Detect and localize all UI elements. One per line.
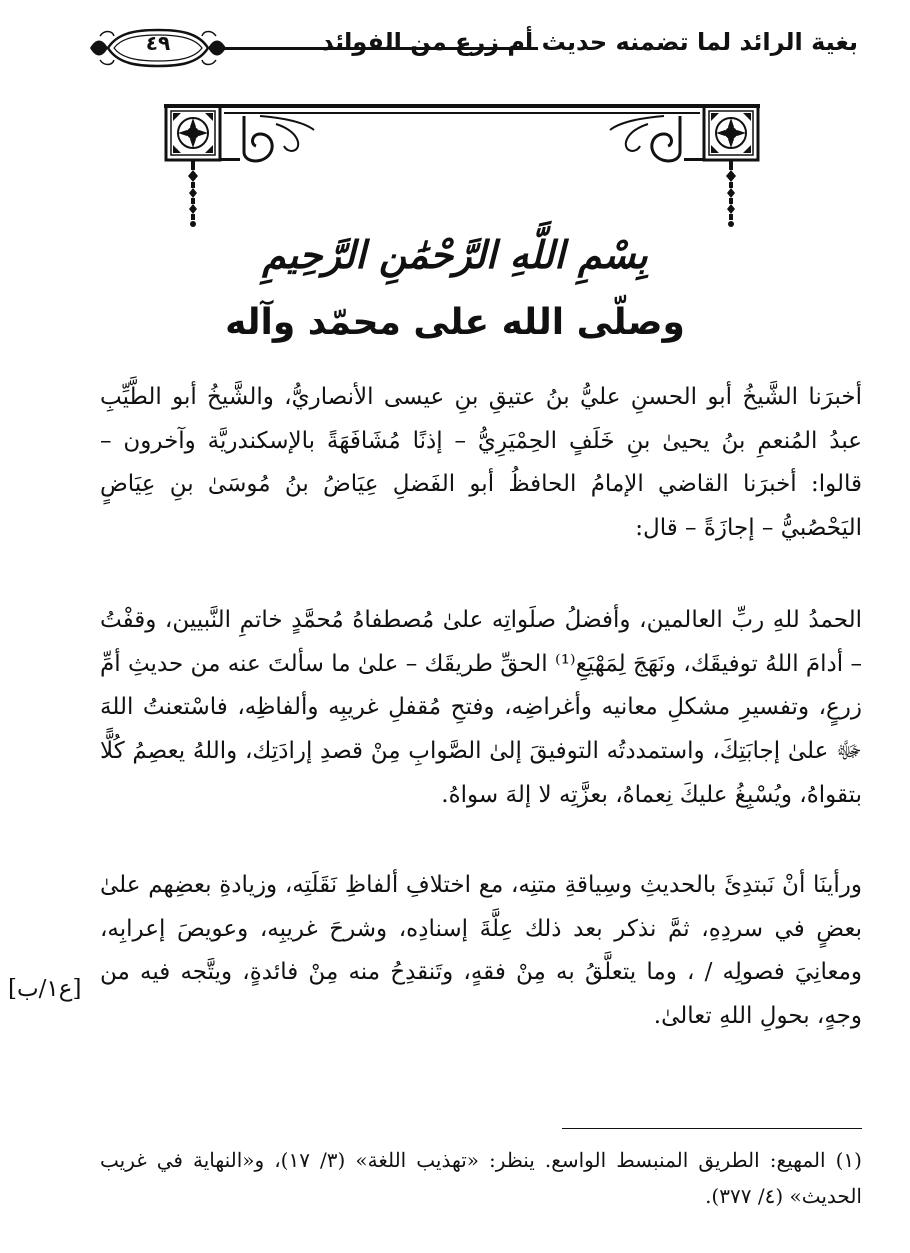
basmala: بِسْمِ اللَّهِ الرَّحْمَٰنِ الرَّحِيمِ: [262, 232, 648, 277]
paragraph-isnad: أخبرَنا الشَّيخُ أبو الحسنِ عليُّ بنُ عتيقِ بنِ عيسى الأنصاريُّ، والشَّيخُ أبو الطَّيِّبِ عبدُ المُنعمِ بنُ يحيىٰ بنِ خَلَفٍ الحِمْيَرِيُّ – إذنًا مُشَافَهَةً بالإسكندريَّة وآخرون – قالوا: أخبرَنا القاضي الإمامُ الحافظُ أبو الفَضلِ عِيَاضُ بنُ مُوسَىٰ بنِ عِيَاضٍ اليَحْصُبيُّ – إجازَةً – قال:: [100, 384, 862, 542]
running-header-title: بغية الرائد لما تضمنه حديث أم زرع من الفوائد: [321, 28, 858, 56]
header-rule: [222, 47, 538, 50]
footnote-rule: [562, 1128, 862, 1129]
salawat-line: وصلّى الله على محمّد وآله: [225, 302, 685, 343]
paragraph-introduction: الحمدُ للهِ ربِّ العالمين، وأفضلُ صلَواتِه علىٰ مُصطفاهُ مُحمَّدٍ خاتمِ النَّبيين، وقفْتُ – أدامَ اللهُ توفيقَك، ونَهَجَ لِمَهْيَعِ⁽¹⁾ الحقِّ طريقَك – علىٰ ما سألتَ عنه من حديثِ أمِّ زرعٍ، وتفسيرِ مشكلِ معانيه وأغراضِه، وفتحِ مُقفلِ غريبِه وألفاظِه، فاسْتعنتُ اللهَ ﷻ علىٰ إجابَتِكَ، واستمددتُه التوفيقَ إلىٰ الصَّوابِ مِنْ قصدِ إرادَتِك، واللهُ يعصِمُ كُلًّا بتقواهُ، ويُسْبِغُ عليكَ نِعماهُ، بعزَّتِه لا إلهَ سواهُ.: [100, 607, 863, 808]
footnote-1: (١) المهيع: الطريق المنبسط الواسع. ينظر: «تهذيب اللغة» (٣/ ١٧)، و«النهاية في غريب الحديث» (٤/ ٣٧٧).: [100, 1148, 862, 1208]
page-number: ٤٩: [145, 31, 171, 55]
chapter-ornament-icon: [164, 100, 760, 230]
paragraph-method: ورأينَا أنْ نَبتدِئَ بالحديثِ وسِياقةِ متنِه، مع اختلافِ ألفاظِ نَقَلَتِه، وزيادةِ بعضِهم علىٰ بعضٍ في سردِهِ، ثمَّ نذكر بعد ذلك عِلَّةَ إسنادِه، وشرحَ غريبِه، وعويصَ إعرابِه، ومعانِيَ فصولِه / ، وما يتعلَّقُ به مِنْ فقهٍ، وتَنقدِحُ منه مِنْ فائدةٍ، ويتَّجه فيه من وجهٍ، بحولِ اللهِ تعالىٰ.: [100, 872, 862, 1030]
manuscript-folio-reference: [ع١/ب]: [8, 976, 82, 1002]
